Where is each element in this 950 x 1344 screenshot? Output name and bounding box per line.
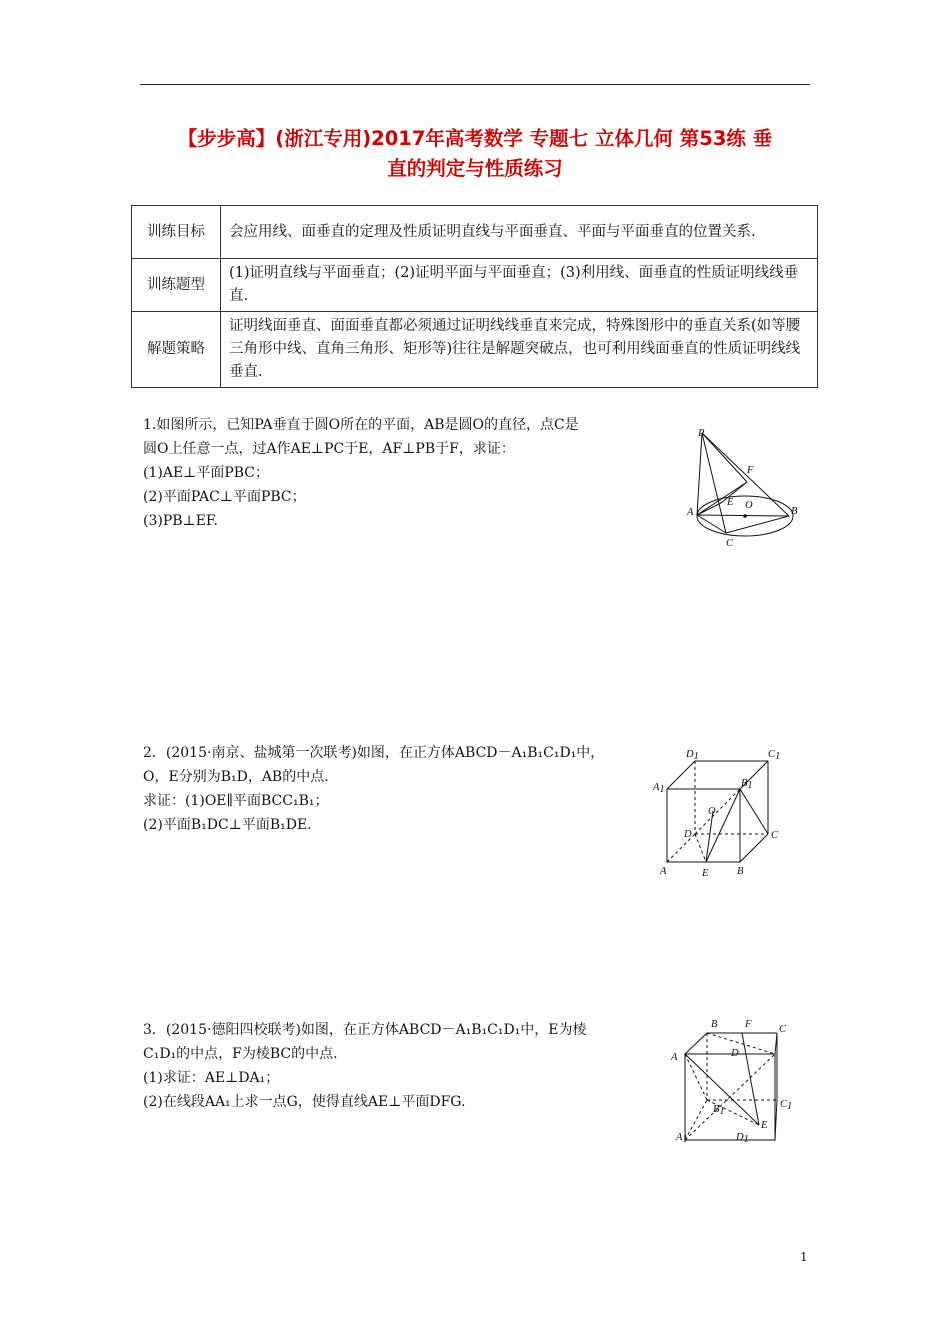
header-rule [140, 84, 810, 85]
label-d1: D1 [736, 1132, 749, 1145]
problem-line: C₁D₁的中点，F为棱BC的中点. [143, 1046, 338, 1062]
row-label: 训练目标 [132, 206, 221, 259]
problem-line: O，E分别为B₁D，AB的中点. [143, 769, 329, 785]
row-label: 解题策略 [132, 312, 221, 388]
label-d1: D1 [686, 749, 699, 762]
problem-line: (1)AE⊥平面PBC； [143, 465, 270, 481]
label-p: P [698, 428, 705, 439]
label-a: A [671, 1052, 678, 1063]
figure-2-cube [650, 742, 790, 882]
figure-1-cone [683, 425, 813, 550]
row-content: 证明线面垂直、面面垂直都必须通过证明线线垂直来完成，特殊图形中的垂直关系(如等腰三角形中线、直角三角形、矩形等)往往是解题突破点，也可利用线面垂直的性质证明线线垂直. [221, 312, 818, 388]
problem-1 [143, 413, 579, 533]
label-e: E [727, 497, 734, 508]
label-d: D [684, 829, 692, 840]
page-number: 1 [800, 1250, 808, 1264]
label-c1: C1 [768, 749, 781, 762]
label-c: C [779, 1024, 787, 1035]
problem-line: 1.如图所示，已知PA垂直于圆O所在的平面，AB是圆O的直径，点C是 [143, 417, 579, 433]
problem-line: 求证：(1)OE∥平面BCC₁B₁； [143, 793, 329, 809]
problem-line: (1)求证：AE⊥DA₁； [143, 1070, 280, 1086]
label-a1: A1 [653, 782, 665, 795]
row-label: 训练题型 [132, 259, 221, 312]
table-row [132, 259, 818, 312]
label-b1: B1 [741, 778, 753, 791]
problem-line: 圆O上任意一点，过A作AE⊥PC于E，AF⊥PB于F，求证： [143, 441, 515, 457]
label-e: E [702, 868, 709, 879]
label-c: C [771, 830, 779, 841]
label-e: E [761, 1120, 768, 1131]
training-info-table [131, 205, 818, 388]
title-line-1: 【步步高】(浙江专用)2017年高考数学 专题七 立体几何 第53练 垂 [177, 127, 773, 150]
label-f: F [745, 1019, 752, 1030]
problem-line: (3)PB⊥EF. [143, 513, 218, 529]
row-content: 会应用线、面垂直的定理及性质证明直线与平面垂直、平面与平面垂直的位置关系. [221, 206, 818, 259]
problem-line: 2．(2015·南京、盐城第一次联考)如图，在正方体ABCD－A₁B₁C₁D₁中， [143, 745, 605, 761]
label-b: B [711, 1019, 718, 1030]
problem-line: (2)平面B₁DC⊥平面B₁DE. [143, 817, 312, 833]
problem-line: 3．(2015·德阳四校联考)如图，在正方体ABCD－A₁B₁C₁D₁中，E为棱 [143, 1022, 587, 1038]
label-b: B [791, 506, 798, 517]
label-b: B [737, 866, 744, 877]
figure-3-cube [666, 1012, 806, 1147]
label-d: D [731, 1048, 739, 1059]
label-o: O [708, 806, 716, 817]
label-c1: C1 [780, 1099, 793, 1112]
title-line-2: 直的判定与性质练习 [387, 157, 563, 180]
table-row [132, 206, 818, 259]
row-content: (1)证明直线与平面垂直；(2)证明平面与平面垂直；(3)利用线、面垂直的性质证明线线垂直. [221, 259, 818, 312]
label-b1: B1 [713, 1104, 725, 1117]
label-a: A [660, 866, 667, 877]
label-o: O [745, 500, 753, 511]
problem-3 [143, 1018, 587, 1114]
label-c: C [726, 538, 734, 549]
table-row [132, 312, 818, 388]
problem-line: (2)在线段AA₁上求一点G，使得直线AE⊥平面DFG. [143, 1094, 466, 1110]
label-a1: A1 [676, 1132, 688, 1145]
center-dot [743, 514, 747, 518]
document-title [130, 124, 820, 184]
label-a: A [687, 507, 694, 518]
problem-2 [143, 741, 604, 837]
problem-line: (2)平面PAC⊥平面PBC； [143, 489, 306, 505]
label-f: F [747, 465, 754, 476]
